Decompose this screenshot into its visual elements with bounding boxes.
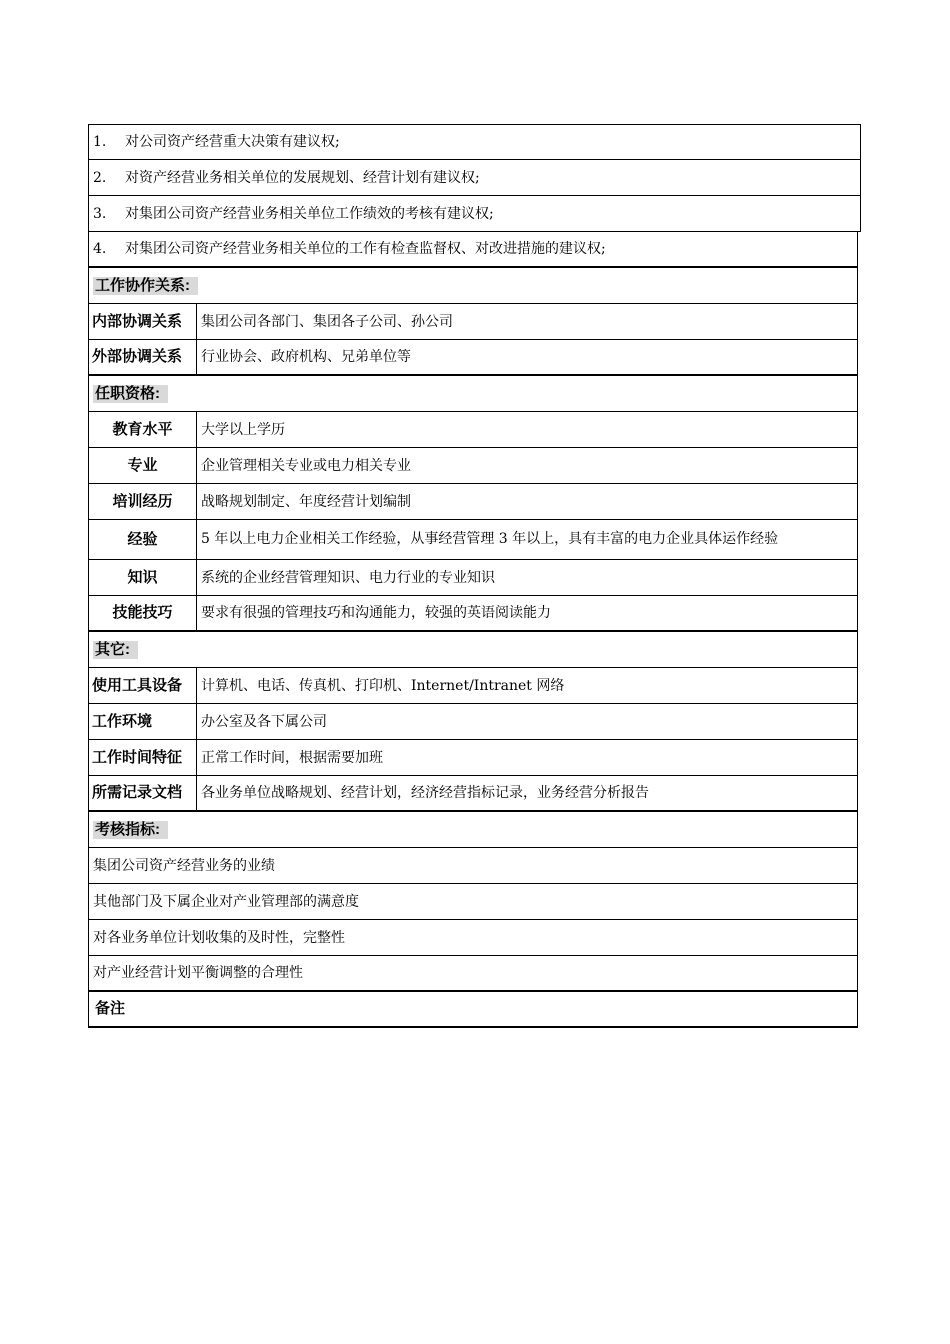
row-label: 内部协调关系 [89, 304, 197, 339]
cooperation-row [88, 340, 858, 376]
authority-item [88, 196, 861, 232]
row-value: 各业务单位战略规划、经营计划，经济经营指标记录，业务经营分析报告 [201, 785, 649, 801]
authority-item [88, 160, 861, 196]
row-label: 外部协调关系 [89, 340, 197, 374]
other-row [88, 776, 858, 812]
section-heading-other [88, 632, 858, 668]
section-heading-remarks [88, 992, 858, 1028]
other-row [88, 668, 858, 704]
qualification-row [88, 596, 858, 632]
item-number: 2. [93, 169, 107, 186]
row-value: 5 年以上电力企业相关工作经验，从事经营管理 3 年以上，具有丰富的电力企业具体运作经验 [201, 531, 779, 547]
row-value: 计算机、电话、传真机、打印机、Internet/Intranet 网络 [201, 677, 565, 694]
assessment-item [88, 884, 858, 920]
section-heading-qualifications [88, 376, 858, 412]
row-value: 正常工作时间，根据需要加班 [201, 749, 383, 766]
assessment-item [88, 848, 858, 884]
qualification-row [88, 560, 858, 596]
qualification-row [88, 520, 858, 560]
row-label: 经验 [89, 520, 197, 559]
row-label: 技能技巧 [89, 596, 197, 630]
assessment-item [88, 920, 858, 956]
assessment-item [88, 956, 858, 992]
section-title: 任职资格: [93, 385, 168, 403]
section-heading-assessment [88, 812, 858, 848]
other-row [88, 740, 858, 776]
row-value: 行业协会、政府机构、兄弟单位等 [201, 349, 411, 365]
row-value: 企业管理相关专业或电力相关专业 [201, 457, 411, 474]
row-label: 知识 [89, 560, 197, 595]
qualification-row [88, 412, 858, 448]
row-label: 培训经历 [89, 484, 197, 519]
row-value: 大学以上学历 [201, 421, 285, 438]
assessment-text: 对各业务单位计划收集的及时性，完整性 [93, 929, 345, 946]
row-label: 专业 [89, 448, 197, 483]
row-label: 使用工具设备 [89, 668, 197, 703]
row-value: 办公室及各下属公司 [201, 713, 327, 730]
item-text: 对集团公司资产经营业务相关单位的工作有检查监督权、对改进措施的建议权; [125, 241, 606, 257]
qualification-row [88, 448, 858, 484]
section-title: 考核指标: [93, 821, 168, 839]
row-value: 战略规划制定、年度经营计划编制 [201, 493, 411, 510]
item-text: 对公司资产经营重大决策有建议权; [125, 134, 340, 150]
row-label: 工作时间特征 [89, 740, 197, 775]
section-heading-cooperation [88, 268, 858, 304]
section-title: 备注 [95, 1000, 126, 1017]
qualification-row [88, 484, 858, 520]
cooperation-row [88, 304, 858, 340]
authority-item [88, 232, 858, 268]
row-value: 系统的企业经营管理知识、电力行业的专业知识 [201, 569, 495, 586]
authority-item [88, 124, 861, 160]
job-description-table [88, 124, 858, 1028]
row-label: 教育水平 [89, 412, 197, 447]
row-label: 工作环境 [89, 704, 197, 739]
item-text: 对资产经营业务相关单位的发展规划、经营计划有建议权; [125, 169, 480, 186]
row-value: 集团公司各部门、集团各子公司、孙公司 [201, 313, 453, 330]
item-number: 4. [93, 241, 107, 257]
other-row [88, 704, 858, 740]
row-value: 要求有很强的管理技巧和沟通能力，较强的英语阅读能力 [201, 605, 551, 621]
item-number: 1. [93, 134, 107, 150]
assessment-text: 其他部门及下属企业对产业管理部的满意度 [93, 893, 359, 910]
section-title: 其它: [93, 641, 138, 659]
assessment-text: 集团公司资产经营业务的业绩 [93, 857, 275, 874]
row-label: 所需记录文档 [89, 776, 197, 810]
assessment-text: 对产业经营计划平衡调整的合理性 [93, 965, 303, 981]
item-number: 3. [93, 205, 107, 222]
section-title: 工作协作关系: [93, 277, 198, 295]
item-text: 对集团公司资产经营业务相关单位工作绩效的考核有建议权; [125, 205, 494, 222]
